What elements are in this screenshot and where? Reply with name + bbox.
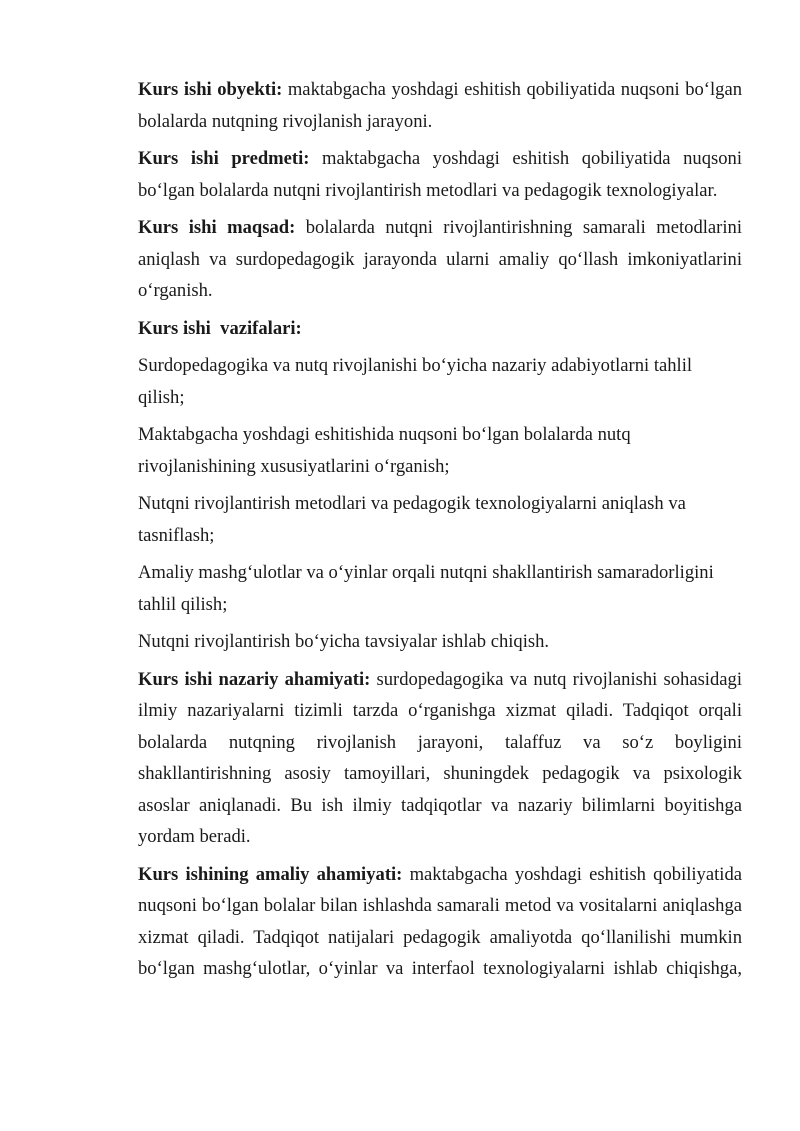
- task-item: Amaliy mashg‘ulotlar va o‘yinlar orqali nutqni shakllantirish samaradorligini tahlil qilish;: [138, 562, 714, 615]
- object-paragraph: [138, 74, 742, 137]
- subject-paragraph: [138, 143, 742, 206]
- theoretical-label: Kurs ishi nazariy ahamiyati:: [138, 668, 371, 690]
- goal-text: bolalarda nutqni rivojlantirishning samarali metodlarini aniqlash va surdopedagogik jarayonda ularni amaliy qo‘llash imkoniyatlarini o‘rganish.: [138, 217, 742, 301]
- theoretical-paragraph: [138, 664, 742, 853]
- task-item: Nutqni rivojlantirish metodlari va pedagogik texnologiyalarni aniqlash va tasniflash;: [138, 493, 686, 546]
- subject-text: maktabgacha yoshdagi eshitish qobiliyatida nuqsoni bo‘lgan bolalarda nutqni rivojlantirish metodlari va pedagogik texnologiyalar.: [138, 148, 742, 201]
- task-item: Nutqni rivojlantirish bo‘yicha tavsiyalar ishlab chiqish.: [138, 631, 550, 652]
- object-label: Kurs ishi obyekti:: [138, 79, 283, 100]
- task-item: Maktabgacha yoshdagi eshitishida nuqsoni bo‘lgan bolalarda nutq rivojlanishining xususiyatlarini o‘rganish;: [138, 424, 631, 477]
- tasks-heading: Kurs ishi vazifalari:: [138, 317, 302, 339]
- goal-paragraph: [138, 212, 742, 307]
- practical-paragraph: [138, 859, 742, 985]
- goal-label: Kurs ishi maqsad:: [138, 217, 296, 238]
- object-text: maktabgacha yoshdagi eshitish qobiliyatida nuqsoni bo‘lgan bolalarda nutqning rivojlanish jarayoni.: [138, 79, 742, 132]
- task-item: Surdopedagogika va nutq rivojlanishi bo‘yicha nazariy adabiyotlarni tahlil qilish;: [138, 355, 693, 408]
- practical-text: maktabgacha yoshdagi eshitish qobiliyatida nuqsoni bo‘lgan bolalar bilan ishlashda samarali metod va vositalarni aniqlashga xizmat qiladi. Tadqiqot natijalari pedagogik amaliyotda qo‘llanilishi mumkin bo‘lgan mashg‘ulotlar, o‘yinlar va interfaol texnologiyalarni ishlab chiqishga,: [138, 863, 742, 979]
- document-page: [138, 74, 742, 991]
- practical-label: Kurs ishining amaliy ahamiyati:: [138, 863, 403, 885]
- theoretical-text: surdopedagogika va nutq rivojlanishi sohasidagi ilmiy nazariyalarni tizimli tarzda o‘rganishga xizmat qiladi. Tadqiqot orqali bolalarda nutqning rivojlanish jarayoni, talaffuz va so‘z boyligini shakllantirishning asosiy tamoyillari, shuningdek pedagogik va psixologik asoslar aniqlanadi. Bu ish ilmiy tadqiqotlar va nazariy bilimlarni boyitishga yordam beradi.: [138, 668, 742, 847]
- subject-label: Kurs ishi predmeti:: [138, 148, 310, 169]
